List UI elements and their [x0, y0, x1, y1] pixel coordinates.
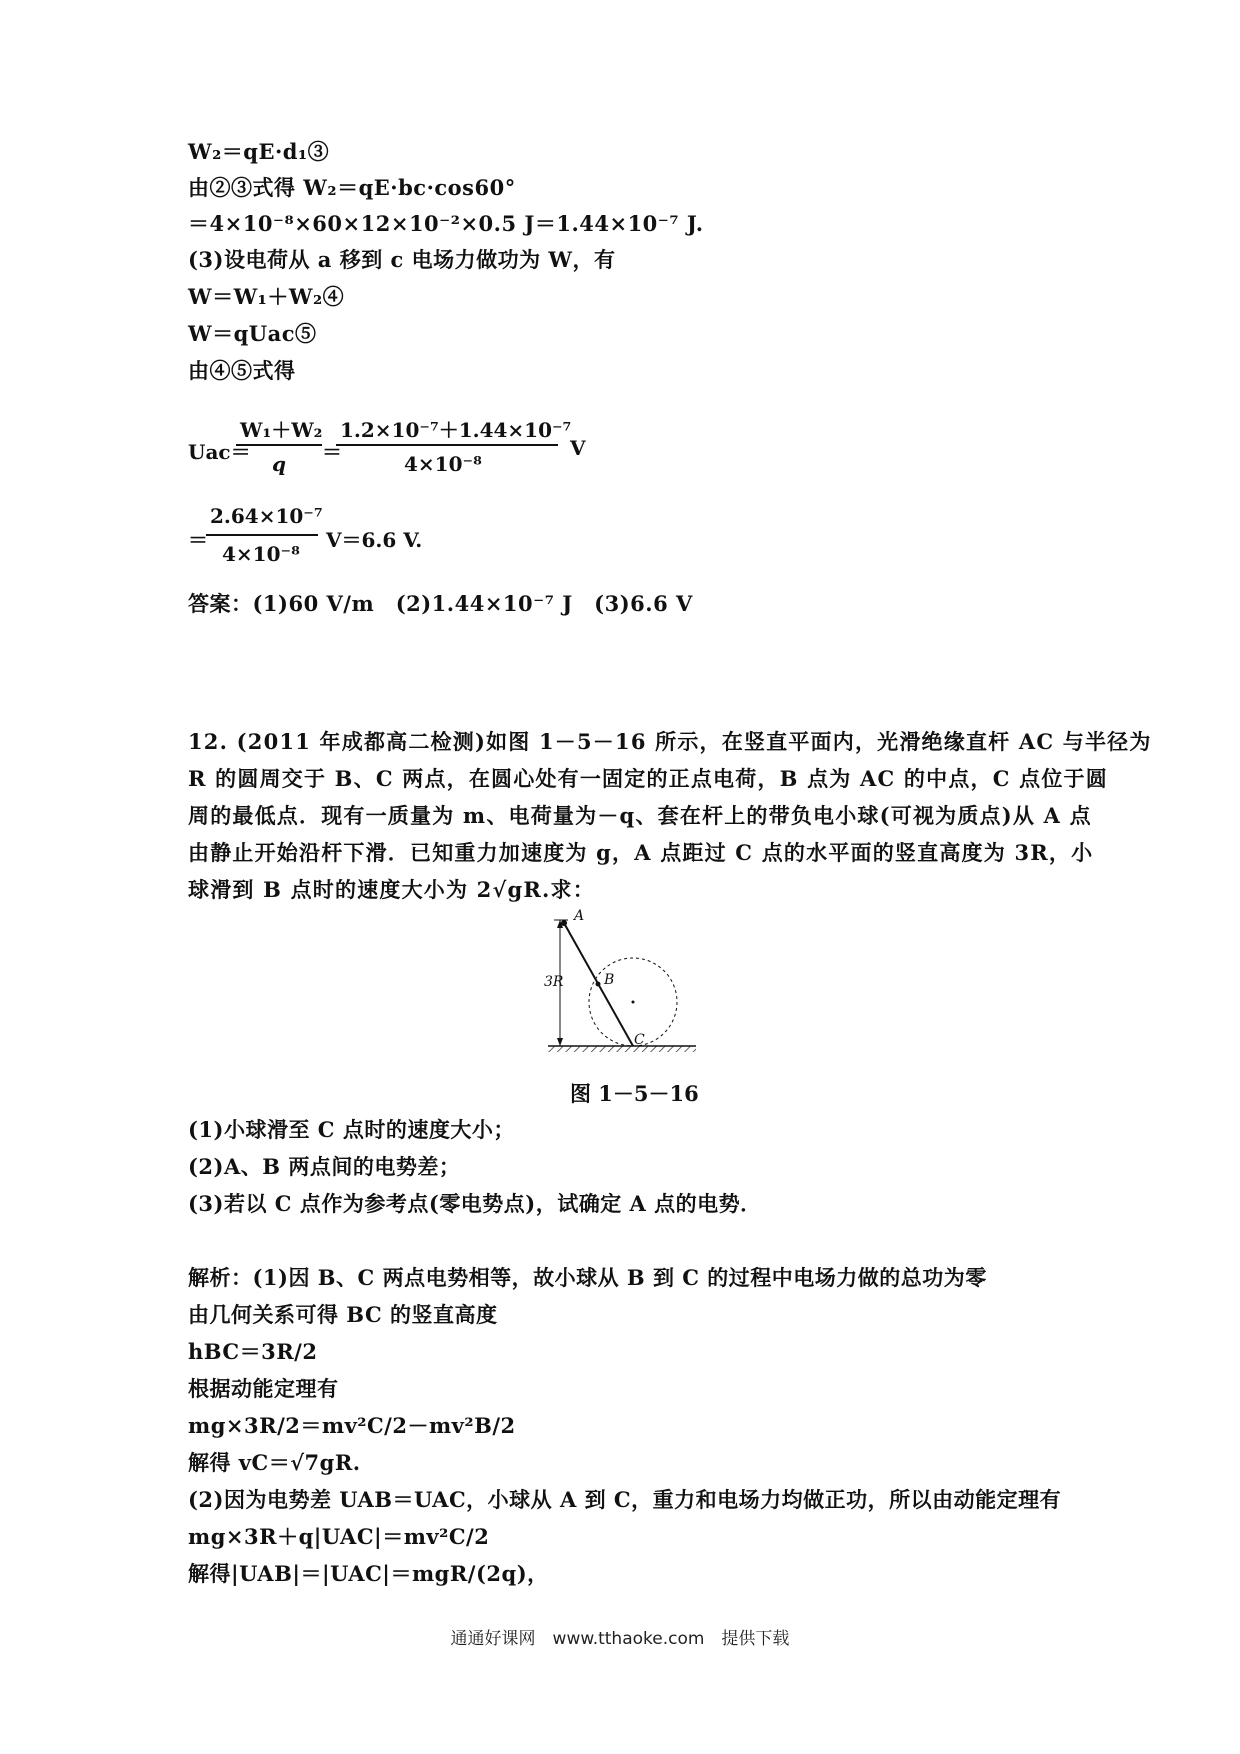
ground-hatching — [548, 1046, 696, 1052]
fraction-bar — [206, 534, 318, 536]
point-b — [596, 982, 601, 987]
solution-line: hBC＝3R/2 — [188, 1339, 318, 1364]
question-line: (3)若以 C 点作为参考点(零电势点)，试确定 A 点的电势． — [188, 1191, 762, 1216]
text-line: (3)设电荷从 a 移到 c 电场力做功为 W，有 — [188, 247, 616, 272]
text-line: 由④⑤式得 — [188, 358, 296, 383]
text-line: 由②③式得 W₂＝qE·bc·cos60° — [188, 175, 516, 200]
eq-unit: V — [570, 436, 586, 460]
problem-line: 由静止开始沿杆下滑．已知重力加速度为 g，A 点距过 C 点的水平面的竖直高度为 3R，小 — [188, 840, 1094, 865]
solution-line: (2)因为电势差 UAB＝UAC，小球从 A 到 C，重力和电场力均做正功，所以由动能定理有 — [188, 1487, 1062, 1512]
eq-lhs: Uac＝ — [188, 440, 251, 464]
solution-line: 解得|UAB|＝|UAC|＝mgR/(2q)， — [188, 1561, 549, 1586]
center-charge — [632, 1001, 635, 1004]
solution-line: 由几何关系可得 BC 的竖直高度 — [188, 1302, 498, 1327]
text-line: W₂＝qE·d₁③ — [188, 139, 330, 164]
eq-lhs: ＝ — [188, 528, 208, 552]
arrow-down — [557, 1038, 563, 1046]
solution-line: 解析：(1)因 B、C 两点电势相等，故小球从 B 到 C 的过程中电场力做的总功为零 — [188, 1265, 987, 1290]
label-b: B — [604, 972, 615, 988]
eq-denominator: 4×10⁻⁸ — [222, 542, 300, 566]
problem-line: 12. (2011 年成都高二检测)如图 1－5－16 所示，在竖直平面内，光滑绝缘直杆 AC 与半径为 — [188, 729, 1152, 754]
solution-line: 根据动能定理有 — [188, 1376, 339, 1401]
question-line: (2)A、B 两点间的电势差； — [188, 1154, 461, 1179]
problem-line: 周的最低点．现有一质量为 m、电荷量为－q、套在杆上的带负电小球(可视为质点)从 A 点 — [188, 803, 1092, 828]
eq-denominator: 4×10⁻⁸ — [404, 452, 482, 476]
text-line: W＝W₁＋W₂④ — [188, 284, 345, 309]
label-3r: 3R — [544, 974, 564, 990]
solution-line: mg×3R/2＝mv²C/2－mv²B/2 — [188, 1413, 516, 1438]
eq-numerator: 1.2×10⁻⁷＋1.44×10⁻⁷ — [340, 418, 572, 442]
question-line: (1)小球滑至 C 点时的速度大小； — [188, 1117, 515, 1142]
label-c: C — [634, 1032, 645, 1048]
solution-line: 解得 vC＝√7gR. — [188, 1450, 361, 1475]
eq-denominator: q — [272, 452, 286, 476]
fraction-bar — [236, 444, 322, 446]
ball-a — [561, 920, 567, 926]
eq-rhs: V＝6.6 V. — [326, 528, 423, 552]
physics-figure — [544, 908, 698, 1062]
footer-credit: 通通好课网 www.tthaoke.com 提供下载 — [450, 1629, 790, 1649]
figure-caption: 图 1－5－16 — [570, 1081, 699, 1106]
text-line: W＝qUac⑤ — [188, 321, 317, 346]
eq-numerator: 2.64×10⁻⁷ — [210, 504, 323, 528]
rod-circle-diagram — [548, 908, 698, 1058]
problem-line: 球滑到 B 点时的速度大小为 2√gR.求： — [188, 877, 595, 902]
answer-line: 答案：(1)60 V/m (2)1.44×10⁻⁷ J (3)6.6 V — [188, 591, 693, 616]
fraction-bar — [336, 444, 558, 446]
eq-sign: ＝ — [322, 440, 342, 464]
eq-numerator: W₁＋W₂ — [240, 418, 323, 442]
problem-line: R 的圆周交于 B、C 两点，在圆心处有一固定的正点电荷，B 点为 AC 的中点，C 点位于圆 — [188, 766, 1108, 791]
text-line: ＝4×10⁻⁸×60×12×10⁻²×0.5 J＝1.44×10⁻⁷ J. — [188, 211, 704, 236]
solution-line: mg×3R＋q|UAC|＝mv²C/2 — [188, 1524, 490, 1549]
label-a: A — [574, 908, 585, 924]
